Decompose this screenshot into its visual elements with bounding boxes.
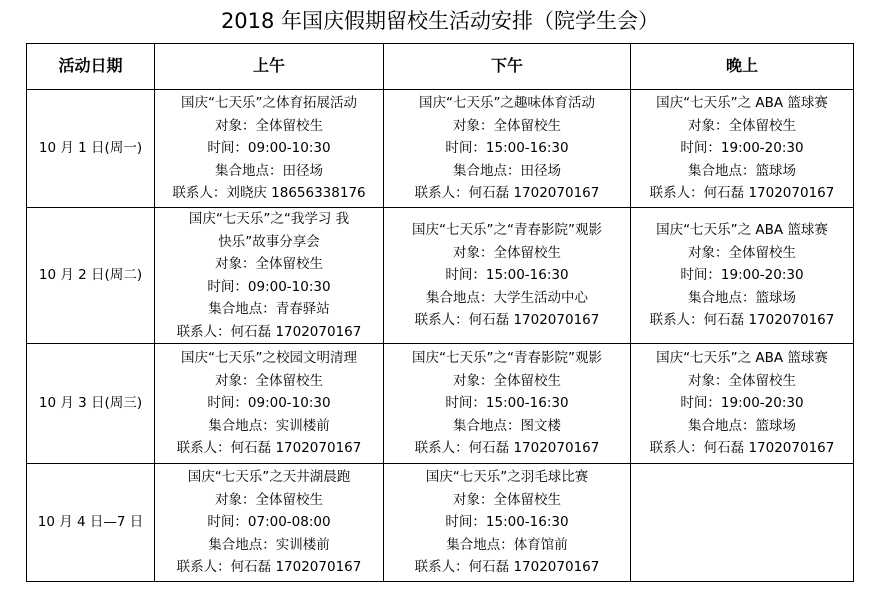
activity-line: 时间：19:00-20:30 (680, 267, 804, 284)
activity-cell-evening (631, 344, 854, 464)
activity-line: 集合地点：实训楼前 (208, 536, 330, 553)
activity-line: 对象：全体留校生 (215, 491, 323, 508)
activity-line: 对象：全体留校生 (688, 117, 796, 134)
activity-line: 联系人：何石磊 1702070167 (649, 440, 835, 457)
activity-line: 国庆“七天乐”之 ABA 篮球赛 (656, 95, 828, 112)
activity-line: 联系人：刘晓庆 18656338176 (172, 185, 366, 202)
date-cell: 10 月 3 日(周三) (27, 344, 155, 464)
table-row (27, 464, 854, 582)
activity-cell-evening (631, 90, 854, 208)
activity-cell-morning (155, 464, 384, 582)
activity-line: 国庆“七天乐”之体育拓展活动 (181, 95, 357, 112)
activity-line: 时间：15:00-16:30 (445, 267, 569, 284)
schedule-table (26, 43, 854, 582)
activity-line: 联系人：何石磊 1702070167 (176, 440, 362, 457)
activity-line: 时间：07:00-08:00 (207, 514, 331, 531)
activity-cell-morning (155, 90, 384, 208)
activity-line: 集合地点：体育馆前 (446, 536, 568, 553)
activity-line: 对象：全体留校生 (215, 256, 323, 272)
table-row (27, 208, 854, 344)
activity-line: 集合地点：篮球场 (688, 162, 796, 179)
activity-line: 时间：15:00-16:30 (445, 140, 569, 157)
activity-line: 联系人：何石磊 1702070167 (414, 440, 600, 457)
table-row (27, 344, 854, 464)
activity-line: 联系人：何石磊 1702070167 (414, 559, 600, 576)
date-cell: 10 月 2 日(周二) (27, 208, 155, 344)
page-title: 2018 年国庆假期留校生活动安排（院学生会） (220, 9, 660, 33)
activity-line: 集合地点：篮球场 (688, 289, 796, 306)
activity-line: 联系人：何石磊 1702070167 (414, 185, 600, 202)
activity-line: 时间：09:00-10:30 (207, 278, 331, 295)
activity-line: 集合地点：实训楼前 (208, 417, 330, 434)
activity-line: 对象：全体留校生 (453, 491, 561, 508)
activity-line: 国庆“七天乐”之 ABA 篮球赛 (656, 222, 828, 239)
activity-line: 国庆“七天乐”之“我学习 我 (188, 211, 350, 227)
activity-cell-afternoon (384, 344, 631, 464)
activity-line: 联系人：何石磊 1702070167 (649, 312, 835, 329)
activity-line: 对象：全体留校生 (453, 372, 561, 389)
table-row (27, 90, 854, 208)
activity-line: 集合地点：田径场 (215, 162, 323, 179)
activity-line: 国庆“七天乐”之校园文明清理 (181, 350, 357, 367)
header-row (27, 44, 854, 90)
activity-cell-morning (155, 208, 384, 344)
activity-line: 对象：全体留校生 (215, 372, 323, 389)
activity-line: 对象：全体留校生 (453, 244, 561, 261)
header-evening: 晚上 (631, 44, 854, 90)
activity-line: 时间：09:00-10:30 (207, 140, 331, 157)
activity-cell-evening (631, 464, 854, 582)
activity-line: 国庆“七天乐”之“青春影院”观影 (412, 350, 602, 367)
activity-line: 国庆“七天乐”之“青春影院”观影 (412, 222, 602, 239)
activity-line: 对象：全体留校生 (688, 372, 796, 389)
activity-cell-evening (631, 208, 854, 344)
activity-line: 联系人：何石磊 1702070167 (176, 559, 362, 576)
activity-line: 联系人：何石磊 1702070167 (176, 323, 362, 340)
activity-line: 集合地点：篮球场 (688, 417, 796, 434)
header-date: 活动日期 (27, 44, 155, 90)
activity-line: 集合地点：图文楼 (453, 417, 561, 434)
header-morning: 上午 (155, 44, 384, 90)
activity-line: 国庆“七天乐”之天井湖晨跑 (187, 469, 351, 486)
activity-line: 对象：全体留校生 (453, 117, 561, 134)
activity-line: 时间：15:00-16:30 (445, 395, 569, 412)
activity-line: 对象：全体留校生 (688, 244, 796, 261)
activity-line: 时间：19:00-20:30 (680, 395, 804, 412)
activity-line: 集合地点：大学生活动中心 (426, 289, 588, 306)
activity-cell-afternoon (384, 208, 631, 344)
activity-line: 国庆“七天乐”之趣味体育活动 (419, 95, 595, 112)
activity-cell-afternoon (384, 464, 631, 582)
activity-line: 集合地点：青春驿站 (208, 301, 330, 317)
activity-line: 时间：09:00-10:30 (207, 395, 331, 412)
activity-cell-morning (155, 344, 384, 464)
header-afternoon: 下午 (384, 44, 631, 90)
activity-line: 时间：15:00-16:30 (445, 514, 569, 531)
date-cell: 10 月 1 日(周一) (27, 90, 155, 208)
activity-line: 联系人：何石磊 1702070167 (649, 185, 835, 202)
activity-line: 时间：19:00-20:30 (680, 140, 804, 157)
activity-line: 快乐”故事分享会 (218, 233, 320, 250)
activity-line: 国庆“七天乐”之 ABA 篮球赛 (656, 350, 828, 367)
activity-line: 对象：全体留校生 (215, 117, 323, 134)
activity-line: 联系人：何石磊 1702070167 (414, 312, 600, 329)
date-cell: 10 月 4 日—7 日 (27, 464, 155, 582)
activity-cell-afternoon (384, 90, 631, 208)
activity-line: 集合地点：田径场 (453, 162, 561, 179)
activity-line: 国庆“七天乐”之羽毛球比赛 (425, 469, 589, 486)
